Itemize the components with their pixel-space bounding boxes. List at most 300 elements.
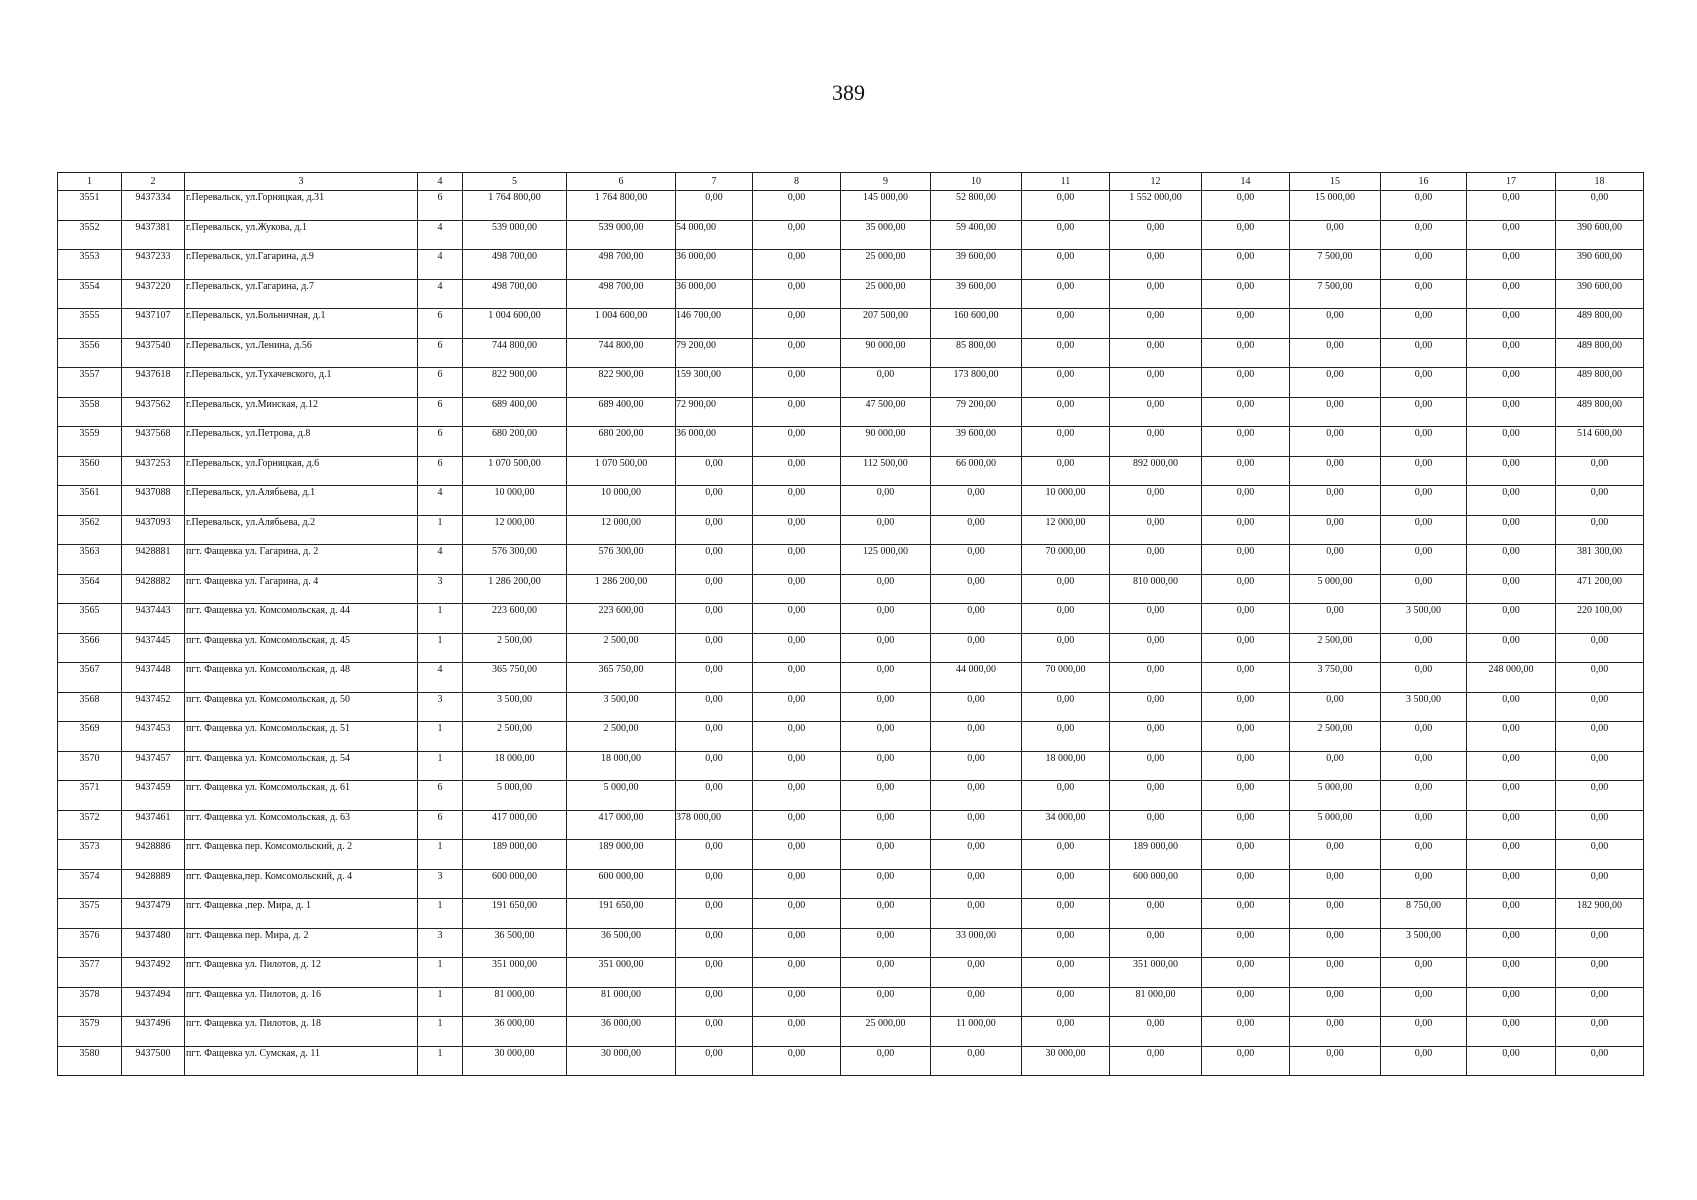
table-cell: 3564 [58,574,122,604]
table-cell: 822 900,00 [463,368,567,398]
column-header: 8 [753,173,841,191]
table-cell: 0,00 [1202,899,1290,929]
table-cell: 0,00 [676,899,753,929]
table-cell: 0,00 [1022,338,1110,368]
table-cell: 0,00 [1381,397,1467,427]
table-cell: 0,00 [1110,928,1202,958]
table-cell: 0,00 [1110,633,1202,663]
table-cell: 689 400,00 [463,397,567,427]
table-cell: 9437568 [122,427,185,457]
table-cell: 390 600,00 [1556,250,1644,280]
table-cell: 0,00 [1556,810,1644,840]
table-cell: 70 000,00 [1022,545,1110,575]
table-cell: 220 100,00 [1556,604,1644,634]
table-cell: 0,00 [1556,840,1644,870]
table-cell: 0,00 [1556,781,1644,811]
address-cell: г.Перевальск, ул.Минская, д.12 [185,397,418,427]
column-header: 11 [1022,173,1110,191]
table-cell: 6 [418,456,463,486]
table-cell: 0,00 [1467,810,1556,840]
table-cell: 3 [418,869,463,899]
address-cell: пгт. Фащевка ул. Комсомольская, д. 61 [185,781,418,811]
column-header: 16 [1381,173,1467,191]
table-cell: 0,00 [1022,309,1110,339]
table-cell: 9437233 [122,250,185,280]
table-cell: 0,00 [1290,368,1381,398]
table-cell: 0,00 [1556,456,1644,486]
table-cell: 0,00 [1202,722,1290,752]
table-cell: 0,00 [1556,515,1644,545]
table-cell: 191 650,00 [463,899,567,929]
table-cell: 0,00 [1110,1046,1202,1076]
table-cell: 0,00 [1467,722,1556,752]
table-cell: 0,00 [1467,928,1556,958]
table-cell: 3 [418,692,463,722]
table-cell: 0,00 [1290,899,1381,929]
table-cell: 5 000,00 [567,781,676,811]
table-cell: 3 [418,928,463,958]
table-cell: 25 000,00 [841,250,931,280]
table-cell: 3563 [58,545,122,575]
table-cell: 0,00 [1381,338,1467,368]
table-cell: 36 500,00 [567,928,676,958]
address-cell: пгт. Фащевка ул. Пилотов, д. 18 [185,1017,418,1047]
table-cell: 600 000,00 [463,869,567,899]
table-cell: 0,00 [1467,456,1556,486]
table-cell: 3572 [58,810,122,840]
table-cell: 0,00 [676,869,753,899]
table-cell: 0,00 [753,574,841,604]
table-cell: 0,00 [1022,574,1110,604]
table-cell: 4 [418,250,463,280]
table-cell: 489 800,00 [1556,338,1644,368]
table-cell: 0,00 [1381,810,1467,840]
table-cell: 0,00 [1202,545,1290,575]
table-cell: 0,00 [1381,840,1467,870]
table-cell: 4 [418,486,463,516]
table-cell: 79 200,00 [676,338,753,368]
address-cell: пгт. Фащевка ул. Пилотов, д. 16 [185,987,418,1017]
table-cell: 0,00 [1202,928,1290,958]
table-cell: 125 000,00 [841,545,931,575]
table-cell: 0,00 [676,958,753,988]
table-cell: 600 000,00 [567,869,676,899]
table-cell: 822 900,00 [567,368,676,398]
table-cell: 0,00 [1110,427,1202,457]
table-cell: 1 [418,722,463,752]
table-cell: 0,00 [1381,781,1467,811]
table-cell: 6 [418,338,463,368]
table-cell: 0,00 [1467,958,1556,988]
address-cell: пгт. Фащевка ул. Гагарина, д. 4 [185,574,418,604]
table-cell: 0,00 [1110,368,1202,398]
table-cell: 3554 [58,279,122,309]
table-cell: 0,00 [1022,427,1110,457]
table-cell: 72 900,00 [676,397,753,427]
table-cell: 0,00 [1022,692,1110,722]
table-cell: 390 600,00 [1556,220,1644,250]
table-cell: 54 000,00 [676,220,753,250]
table-cell: 25 000,00 [841,279,931,309]
table-cell: 0,00 [753,545,841,575]
table-cell: 0,00 [753,604,841,634]
table-cell: 33 000,00 [931,928,1022,958]
table-cell: 0,00 [676,928,753,958]
table-cell: 0,00 [841,604,931,634]
address-cell: пгт. Фащевка ул. Комсомольская, д. 51 [185,722,418,752]
table-cell: 0,00 [1467,692,1556,722]
table-cell: 0,00 [841,810,931,840]
table-cell: 0,00 [676,781,753,811]
table-cell: 0,00 [1556,692,1644,722]
table-cell: 0,00 [1290,397,1381,427]
table-cell: 0,00 [1022,633,1110,663]
table-cell: 44 000,00 [931,663,1022,693]
table-cell: 0,00 [841,840,931,870]
table-cell: 5 000,00 [1290,810,1381,840]
table-cell: 3557 [58,368,122,398]
table-cell: 9437492 [122,958,185,988]
table-cell: 3551 [58,191,122,221]
table-cell: 36 500,00 [463,928,567,958]
table-cell: 0,00 [841,692,931,722]
table-cell: 0,00 [753,958,841,988]
address-cell: пгт. Фащевка ул. Гагарина, д. 2 [185,545,418,575]
table-cell: 0,00 [1110,220,1202,250]
table-cell: 0,00 [1202,810,1290,840]
table-cell: 66 000,00 [931,456,1022,486]
table-cell: 0,00 [841,515,931,545]
table-row [58,220,1644,250]
table-cell: 0,00 [1467,987,1556,1017]
table-cell: 0,00 [1202,958,1290,988]
table-cell: 0,00 [1110,1017,1202,1047]
table-cell: 0,00 [676,663,753,693]
table-cell: 0,00 [1290,515,1381,545]
table-cell: 0,00 [931,604,1022,634]
table-cell: 3561 [58,486,122,516]
table-row [58,869,1644,899]
table-cell: 0,00 [676,486,753,516]
table-cell: 0,00 [841,928,931,958]
table-cell: 9437093 [122,515,185,545]
table-cell: 0,00 [1467,368,1556,398]
address-cell: г.Перевальск, ул.Тухачевского, д.1 [185,368,418,398]
table-cell: 81 000,00 [567,987,676,1017]
table-cell: 0,00 [931,486,1022,516]
table-cell: 498 700,00 [567,250,676,280]
table-cell: 5 000,00 [1290,781,1381,811]
table-cell: 0,00 [1556,958,1644,988]
table-cell: 1 286 200,00 [463,574,567,604]
table-cell: 1 [418,987,463,1017]
table-cell: 0,00 [676,515,753,545]
table-cell: 0,00 [676,987,753,1017]
column-header: 5 [463,173,567,191]
table-cell: 3573 [58,840,122,870]
table-cell: 9428889 [122,869,185,899]
table-cell: 0,00 [1467,869,1556,899]
table-cell: 0,00 [1381,1017,1467,1047]
table-cell: 0,00 [753,663,841,693]
table-cell: 0,00 [1381,250,1467,280]
table-cell: 0,00 [1202,692,1290,722]
table-cell: 0,00 [1381,1046,1467,1076]
table-row [58,840,1644,870]
table-cell: 0,00 [1202,604,1290,634]
table-row [58,958,1644,988]
table-cell: 1 [418,1017,463,1047]
address-cell: пгт. Фащевка пер. Мира, д. 2 [185,928,418,958]
table-cell: 576 300,00 [463,545,567,575]
table-cell: 0,00 [841,486,931,516]
table-row [58,781,1644,811]
table-cell: 0,00 [1110,751,1202,781]
table-cell: 3566 [58,633,122,663]
table-cell: 9437107 [122,309,185,339]
table-cell: 0,00 [1110,486,1202,516]
table-cell: 0,00 [1022,869,1110,899]
table-cell: 0,00 [753,722,841,752]
table-cell: 365 750,00 [463,663,567,693]
column-header: 15 [1290,173,1381,191]
table-row [58,928,1644,958]
table-row [58,663,1644,693]
table-cell: 0,00 [1290,604,1381,634]
table-cell: 0,00 [753,191,841,221]
table-row [58,279,1644,309]
table-cell: 1 [418,751,463,781]
table-cell: 3567 [58,663,122,693]
table-cell: 0,00 [753,397,841,427]
table-cell: 9437479 [122,899,185,929]
table-cell: 744 800,00 [463,338,567,368]
table-cell: 0,00 [1202,309,1290,339]
table-cell: 9428881 [122,545,185,575]
table-cell: 0,00 [1202,368,1290,398]
table-cell: 9437459 [122,781,185,811]
table-cell: 0,00 [1110,899,1202,929]
table-cell: 9437334 [122,191,185,221]
table-cell: 0,00 [1110,309,1202,339]
table-cell: 0,00 [753,279,841,309]
table-cell: 81 000,00 [463,987,567,1017]
column-header: 14 [1202,173,1290,191]
address-cell: пгт. Фащевка ул. Пилотов, д. 12 [185,958,418,988]
table-cell: 0,00 [841,722,931,752]
table-cell: 90 000,00 [841,338,931,368]
table-cell: 0,00 [1022,958,1110,988]
table-cell: 12 000,00 [567,515,676,545]
column-header: 6 [567,173,676,191]
table-row [58,545,1644,575]
table-cell: 0,00 [1381,220,1467,250]
table-cell: 10 000,00 [1022,486,1110,516]
table-cell: 3552 [58,220,122,250]
table-cell: 39 600,00 [931,427,1022,457]
table-cell: 81 000,00 [1110,987,1202,1017]
table-cell: 3576 [58,928,122,958]
table-cell: 4 [418,663,463,693]
address-cell: пгт. Фащевка ул. Комсомольская, д. 48 [185,663,418,693]
table-cell: 189 000,00 [463,840,567,870]
table-cell: 3559 [58,427,122,457]
table-row [58,397,1644,427]
table-cell: 10 000,00 [463,486,567,516]
table-cell: 0,00 [1290,545,1381,575]
table-cell: 0,00 [841,958,931,988]
table-cell: 59 400,00 [931,220,1022,250]
table-cell: 0,00 [676,191,753,221]
table-cell: 0,00 [753,840,841,870]
address-cell: пгт. Фащевка ул. Комсомольская, д. 45 [185,633,418,663]
table-cell: 0,00 [1202,869,1290,899]
table-cell: 6 [418,397,463,427]
table-cell: 351 000,00 [1110,958,1202,988]
table-cell: 9437457 [122,751,185,781]
table-cell: 0,00 [931,1046,1022,1076]
table-cell: 0,00 [1381,663,1467,693]
table-cell: 189 000,00 [567,840,676,870]
table-row [58,191,1644,221]
table-cell: 9437496 [122,1017,185,1047]
address-cell: г.Перевальск, ул.Горняцкая, д.31 [185,191,418,221]
table-cell: 0,00 [1290,338,1381,368]
table-cell: 0,00 [753,338,841,368]
column-header: 18 [1556,173,1644,191]
table-cell: 9437253 [122,456,185,486]
table-cell: 0,00 [1290,692,1381,722]
table-cell: 417 000,00 [567,810,676,840]
table-cell: 0,00 [1290,928,1381,958]
table-cell: 0,00 [753,515,841,545]
table-cell: 9437540 [122,338,185,368]
table-cell: 0,00 [1022,279,1110,309]
table-cell: 0,00 [1290,987,1381,1017]
address-cell: г.Перевальск, ул.Больничная, д.1 [185,309,418,339]
table-cell: 1 764 800,00 [463,191,567,221]
table-cell: 0,00 [1110,515,1202,545]
table-cell: 0,00 [753,250,841,280]
table-cell: 576 300,00 [567,545,676,575]
table-cell: 9437452 [122,692,185,722]
table-cell: 0,00 [1467,397,1556,427]
table-cell: 9437453 [122,722,185,752]
table-cell: 52 800,00 [931,191,1022,221]
table-cell: 0,00 [1022,840,1110,870]
table-cell: 0,00 [1381,309,1467,339]
table-cell: 498 700,00 [463,279,567,309]
table-cell: 1 070 500,00 [567,456,676,486]
table-cell: 600 000,00 [1110,869,1202,899]
table-cell: 0,00 [753,633,841,663]
table-cell: 3569 [58,722,122,752]
table-cell: 0,00 [1467,279,1556,309]
table-cell: 892 000,00 [1110,456,1202,486]
table-row [58,338,1644,368]
table-cell: 0,00 [1022,722,1110,752]
table-cell: 0,00 [676,574,753,604]
table-cell: 36 000,00 [676,250,753,280]
table-cell: 0,00 [1202,633,1290,663]
table-cell: 1 286 200,00 [567,574,676,604]
table-cell: 0,00 [1290,486,1381,516]
address-cell: пгт. Фащевка ,пер. Мира, д. 1 [185,899,418,929]
table-cell: 9437500 [122,1046,185,1076]
table-cell: 489 800,00 [1556,397,1644,427]
table-cell: 35 000,00 [841,220,931,250]
table-cell: 0,00 [1202,397,1290,427]
table-cell: 0,00 [1022,987,1110,1017]
table-cell: 85 800,00 [931,338,1022,368]
address-cell: г.Перевальск, ул.Ленина, д.56 [185,338,418,368]
table-cell: 6 [418,368,463,398]
table-cell: 0,00 [1110,663,1202,693]
address-cell: г.Перевальск, ул.Жукова, д.1 [185,220,418,250]
table-cell: 6 [418,309,463,339]
table-cell: 25 000,00 [841,1017,931,1047]
table-cell: 0,00 [1110,279,1202,309]
table-cell: 0,00 [1022,220,1110,250]
table-cell: 30 000,00 [567,1046,676,1076]
table-cell: 0,00 [753,1017,841,1047]
table-cell: 3 750,00 [1290,663,1381,693]
table-cell: 0,00 [753,1046,841,1076]
table-cell: 0,00 [1556,1046,1644,1076]
table-cell: 381 300,00 [1556,545,1644,575]
table-cell: 0,00 [1202,191,1290,221]
table-cell: 6 [418,810,463,840]
table-cell: 0,00 [753,987,841,1017]
table-cell: 0,00 [1110,338,1202,368]
table-cell: 0,00 [931,781,1022,811]
table-cell: 30 000,00 [1022,1046,1110,1076]
address-cell: г.Перевальск, ул.Гагарина, д.7 [185,279,418,309]
table-cell: 0,00 [1110,250,1202,280]
table-cell: 0,00 [1202,515,1290,545]
table-cell: 0,00 [753,810,841,840]
table-cell: 189 000,00 [1110,840,1202,870]
table-cell: 0,00 [841,781,931,811]
table-cell: 18 000,00 [463,751,567,781]
table-cell: 3 500,00 [567,692,676,722]
table-cell: 0,00 [1381,486,1467,516]
table-cell: 0,00 [1290,869,1381,899]
table-cell: 0,00 [1381,574,1467,604]
table-cell: 207 500,00 [841,309,931,339]
table-cell: 0,00 [841,368,931,398]
table-cell: 0,00 [676,456,753,486]
table-cell: 0,00 [841,633,931,663]
table-cell: 3560 [58,456,122,486]
address-cell: пгт. Фащевка,пер. Комсомольский, д. 4 [185,869,418,899]
table-cell: 146 700,00 [676,309,753,339]
column-header: 7 [676,173,753,191]
column-header: 3 [185,173,418,191]
table-cell: 0,00 [753,368,841,398]
table-cell: 0,00 [931,515,1022,545]
table-cell: 0,00 [1022,781,1110,811]
address-cell: пгт. Фащевка ул. Комсомольская, д. 50 [185,692,418,722]
table-cell: 0,00 [1467,545,1556,575]
table-cell: 30 000,00 [463,1046,567,1076]
table-cell: 0,00 [1022,899,1110,929]
table-cell: 0,00 [931,899,1022,929]
address-cell: г.Перевальск, ул.Петрова, д.8 [185,427,418,457]
table-row [58,1046,1644,1076]
table-cell: 3555 [58,309,122,339]
table-cell: 3571 [58,781,122,811]
